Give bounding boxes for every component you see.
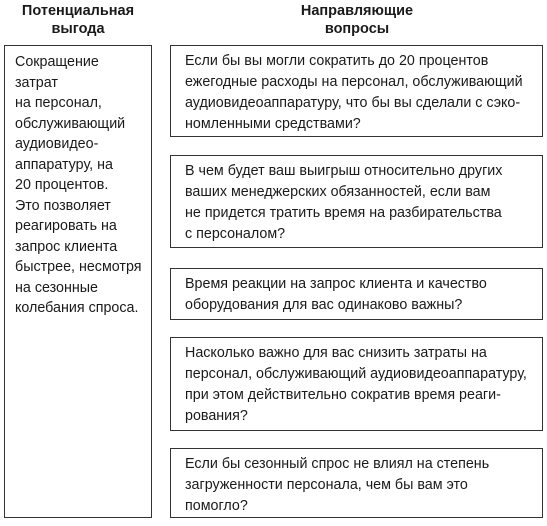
benefit-column-header: Потенциальная выгода (21, 3, 135, 37)
question-box-1: Если бы вы могли сократить до 20 процентов ежегодные расходы на персонал, обслуживающий аудиовидеоаппаратуру, что бы вы сделали с сэко- номленными средствами? (170, 45, 543, 137)
benefit-box: Сокращение затрат на персонал, обслуживающий аудиовидео- аппаратуру, на 20 процентов. Это позволяет реагировать на запрос клиента быстрее, несмотря на сезонные колебания спроса. (4, 45, 152, 518)
question-box-3: Время реакции на запрос клиента и качество оборудования для вас одинаково важны? (170, 268, 543, 320)
question-box-4: Насколько важно для вас снизить затраты на персонал, обслуживающий аудиовидеоаппаратуру, при этом действительно сократив время реаги- рования? (170, 337, 543, 431)
questions-column-header: Направляющие вопросы (300, 3, 414, 37)
question-box-5: Если бы сезонный спрос не влиял на степень загруженности персонала, чем бы вам это помогло? (170, 448, 543, 518)
question-box-2: В чем будет ваш выигрыш относительно других ваших менеджерских обязанностей, если вам не придется тратить время на разбирательства с персоналом? (170, 155, 543, 248)
